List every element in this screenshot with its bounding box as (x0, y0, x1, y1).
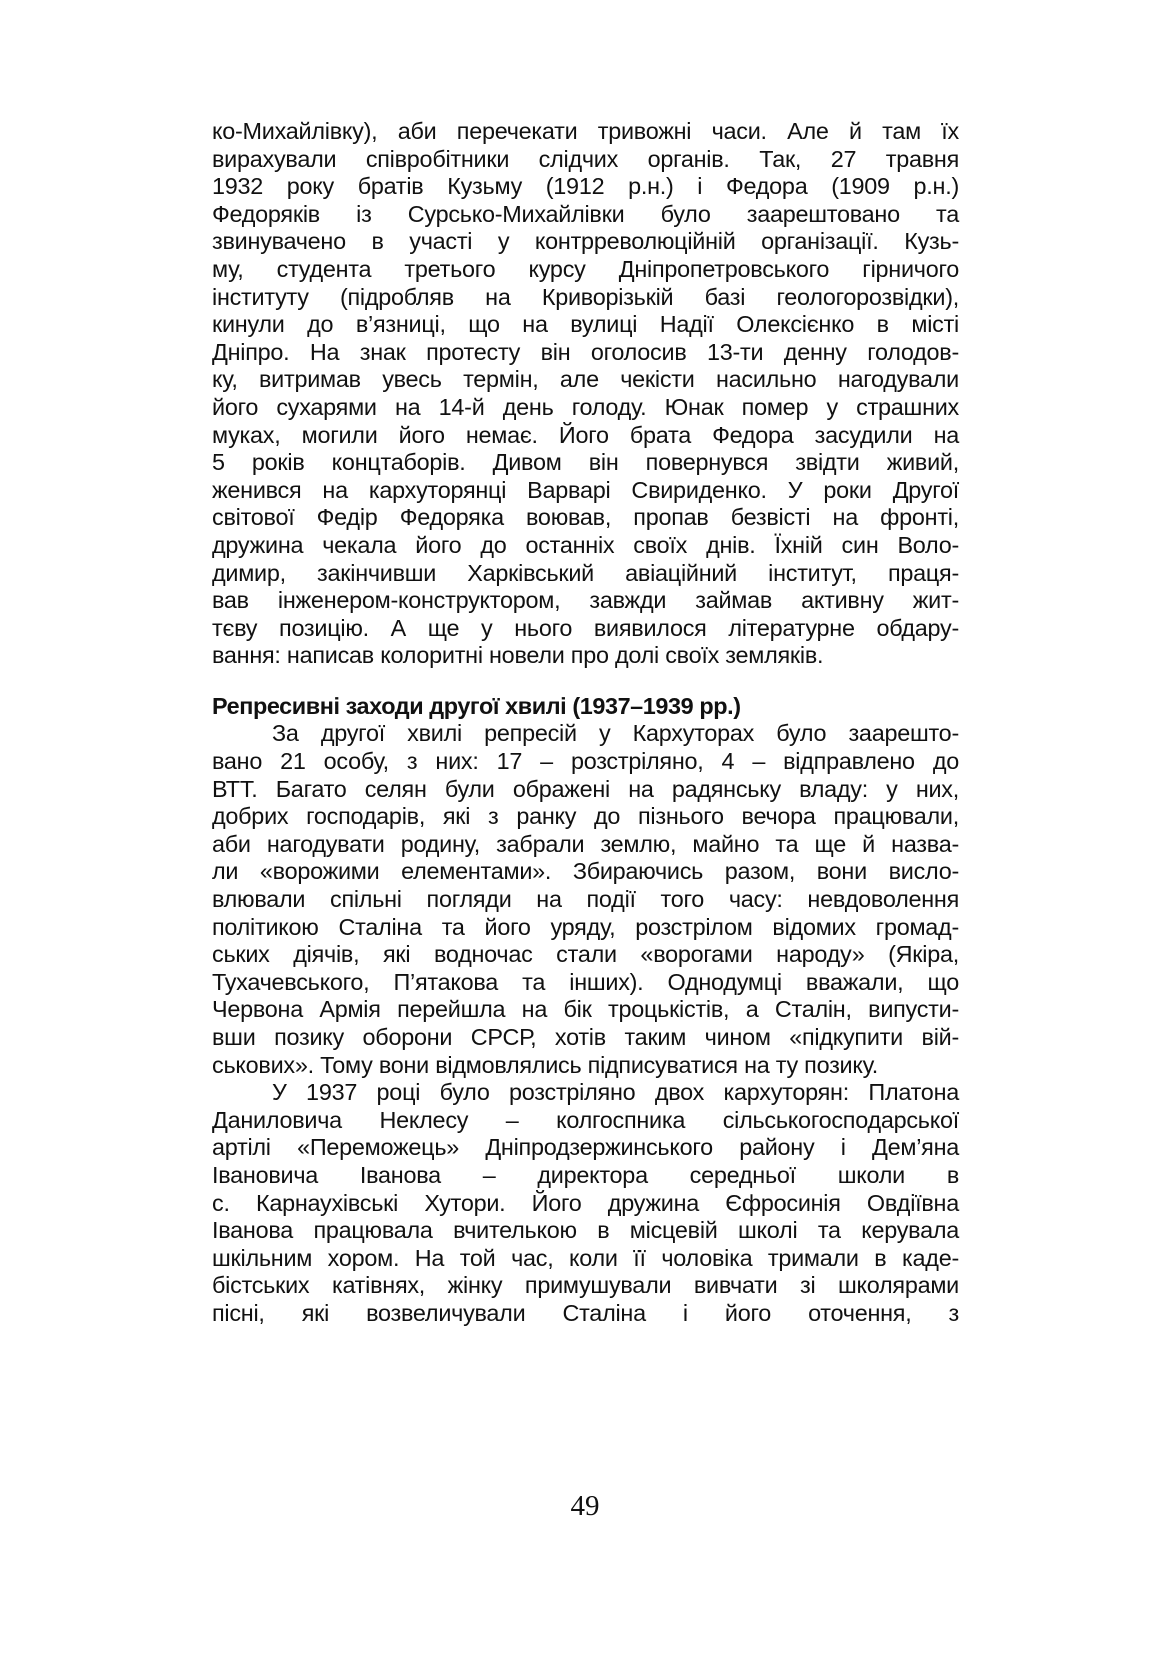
text-line: ку, витримав увесь термін, але чекісти насильно нагодували (212, 366, 959, 393)
section-spacer (212, 670, 959, 693)
text-line: вано 21 особу, з них: 17 – розстріляно, 4 – відправлено до (212, 748, 959, 775)
text-line: вання: написав колоритні новели про долі своїх земляків. (212, 642, 824, 669)
text-line: Дніпро. На знак протесту він оголосив 13-ти денну голодов- (212, 338, 959, 365)
text-line: вав інженером-конструктором, завжди займав активну жит- (212, 587, 959, 614)
paragraph-3 (212, 1079, 959, 1327)
text-line: артілі «Переможець» Дніпродзержинського району і Дем’яна (212, 1134, 959, 1161)
text-line: с. Карнаухівські Хутори. Його дружина Єфросинія Овдіївна (212, 1189, 959, 1216)
text-line: женився на кархуторянці Варварі Свириденко. У роки Другої (212, 476, 959, 503)
text-line: вши позику оборони СРСР, хотів таким чином «підкупити вій- (212, 1024, 959, 1050)
text-line: ських діячів, які водночас стали «ворогами народу» (Якіра, (212, 941, 959, 968)
text-line: політикою Сталіна та його уряду, розстрілом відомих громад- (212, 913, 959, 940)
text-line: ськових». Тому вони відмовлялись підписуватися на ту позику. (212, 1051, 878, 1078)
text-line: аби нагодувати родину, забрали землю, майно та ще й назва- (212, 830, 959, 857)
text-line: інституту (підробляв на Криворізькій базі геологорозвідки), (212, 283, 959, 310)
text-line: шкільним хором. На той час, коли її чоловіка тримали в каде- (212, 1244, 959, 1271)
page-number: 49 (570, 1490, 600, 1522)
paragraph-1 (212, 118, 959, 670)
text-line: кинули до в’язниці, що на вулиці Надії Олексієнко в місті (212, 311, 959, 338)
body-text (212, 118, 959, 1328)
text-line: Івановича Іванова – директора середньої школи в (212, 1161, 959, 1188)
text-line: Даниловича Неклесу – колгоспника сільськогосподарської (212, 1106, 959, 1133)
text-line: ли «ворожими елементами». Збираючись разом, вони висло- (212, 858, 959, 885)
text-line: За другої хвилі репресій у Кархуторах було заарешто- (272, 720, 959, 747)
text-line: Іванова працювала вчителькою в місцевій школі та керувала (212, 1217, 959, 1244)
text-line: його сухарями на 14-й день голоду. Юнак помер у страшних (212, 393, 959, 420)
paragraph-2 (212, 720, 959, 1079)
text-line: бістських катівнях, жінку примушували вивчати зі школярами (212, 1272, 959, 1299)
text-line: добрих господарів, які з ранку до пізнього вечора працювали, (212, 803, 959, 830)
text-line: 1932 року братів Кузьму (1912 р.н.) і Федора (1909 р.н.) (212, 173, 959, 200)
text-line: ко-Михайлівку), аби перечекати тривожні часи. Але й там їх (212, 118, 959, 144)
text-line: димир, закінчивши Харківський авіаційний інститут, праця- (212, 559, 959, 586)
text-line: тєву позицію. А ще у нього виявилося літературне обдару- (212, 614, 959, 641)
text-line: звинувачено в участі у контрреволюційній організації. Кузь- (212, 228, 959, 255)
text-line: вирахували співробітники слідчих органів. Так, 27 травня (212, 145, 959, 172)
text-line: пісні, які возвеличували Сталіна і його оточення, з (212, 1299, 959, 1326)
text-line: У 1937 році було розстріляно двох кархуторян: Платона (272, 1079, 959, 1106)
text-line: світової Федір Федоряка воював, пропав безвісті на фронті, (212, 504, 959, 531)
text-line: Тухачевського, П’ятакова та інших). Однодумці вважали, що (212, 968, 959, 995)
text-line: влювали спільні погляди на події того часу: невдоволення (212, 886, 959, 913)
text-line: муках, могили його немає. Його брата Федора засудили на (212, 421, 959, 448)
section-heading: Репресивні заходи другої хвилі (1937–1939 рр.) (212, 692, 741, 719)
text-line: Червона Армія перейшла на бік троцькістів, а Сталін, випусти- (212, 996, 959, 1023)
text-line: дружина чекала його до останніх своїх днів. Їхній син Воло- (212, 531, 959, 558)
text-line: Федоряків із Сурсько-Михайлівки було заарештовано та (212, 200, 959, 227)
text-line: 5 років концтаборів. Дивом він повернувся звідти живий, (212, 449, 959, 476)
text-line: му, студента третього курсу Дніпропетровського гірничого (212, 255, 959, 282)
text-line: ВТТ. Багато селян були ображені на радянську владу: у них, (212, 775, 959, 802)
